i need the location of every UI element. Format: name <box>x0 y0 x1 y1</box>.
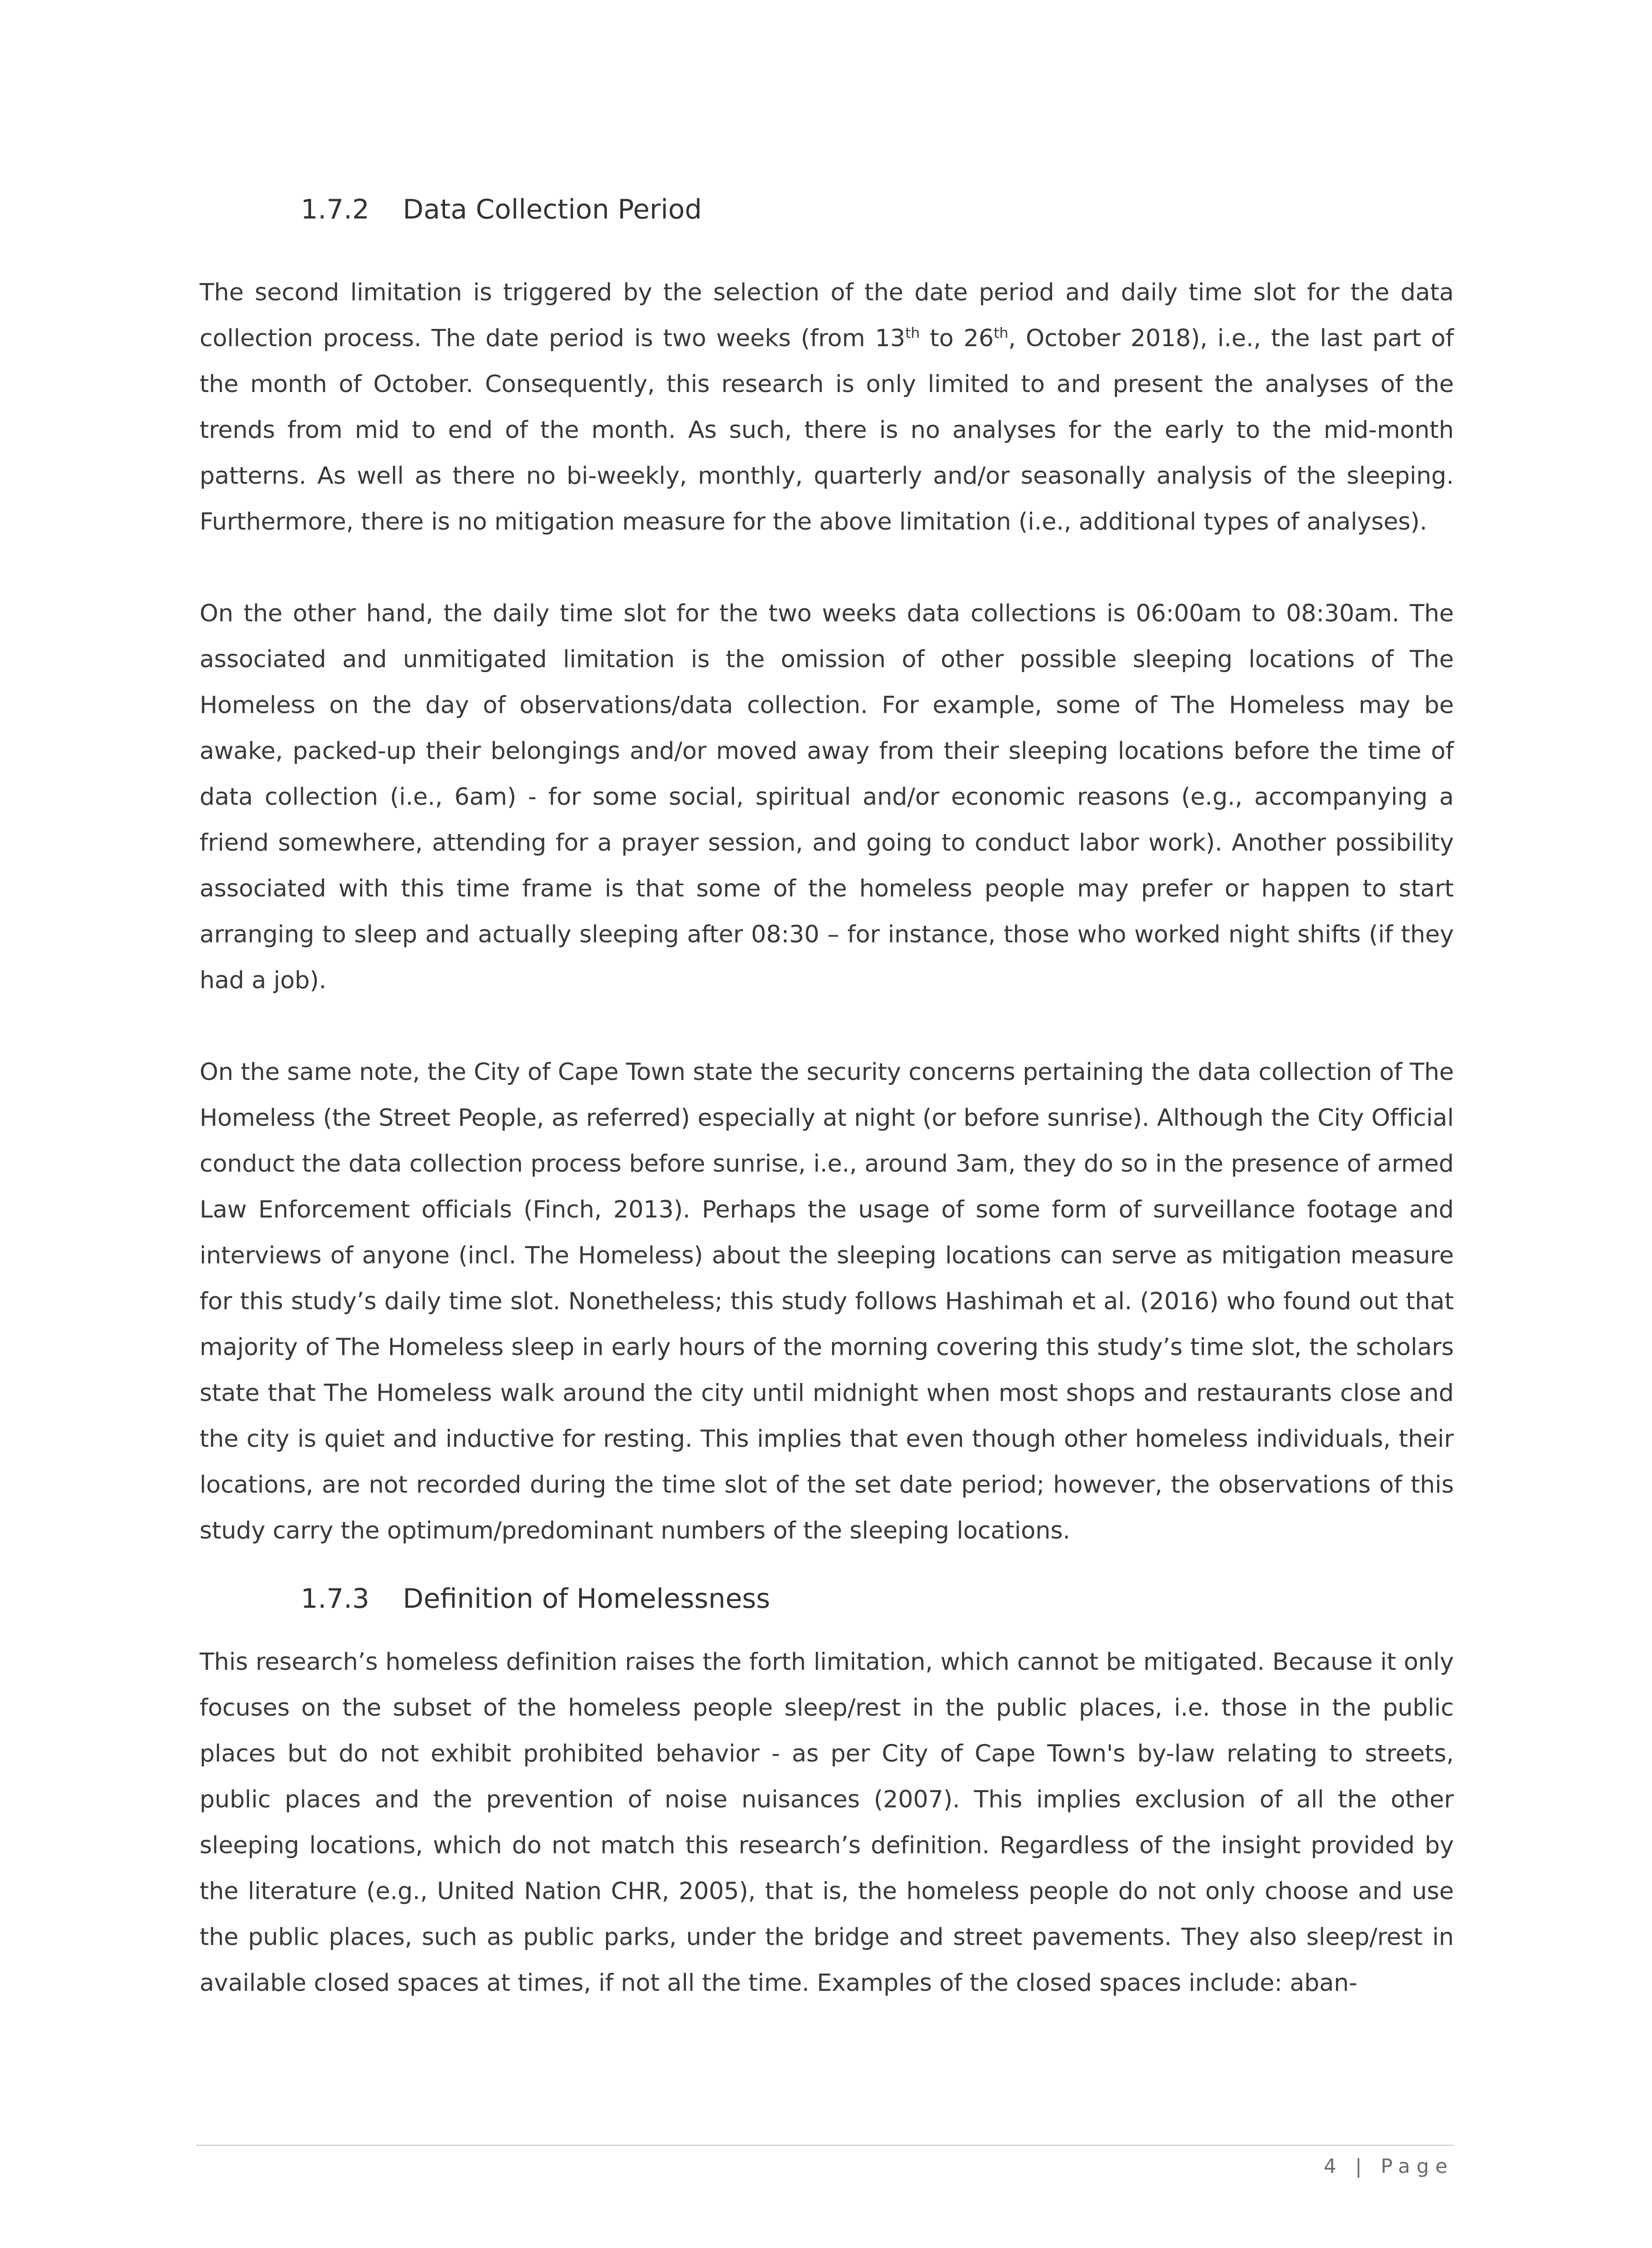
page-label: Page <box>1380 2155 1454 2178</box>
paragraph-text: to 26 <box>920 325 994 352</box>
paragraph-text: , October 2018), i.e., the last part of the month of October. Consequently, this research is only limited to and present the analyses of the trends from mid to end of the month. As such, there is no analyses for the early to the mid-month patterns. As well as there no bi-weekly, monthly, quarterly and/or seasonally analysis of the sleeping. Furthermore, there is no mitigation measure for the above limitation (i.e., additional types of analyses). <box>200 325 1454 535</box>
page-content <box>200 189 1454 2006</box>
paragraph-security-concerns: On the same note, the City of Cape Town state the security concerns pertaining the data collection of The Homeless (the Street People, as referred) especially at night (or before sunrise). Although the City Official conduct the data collection process before sunrise, i.e., around 3am, they do so in the presence of armed Law Enforcement officials (Finch, 2013). Perhaps the usage of some form of surveillance footage and interviews of anyone (incl. The Homeless) about the sleeping locations can serve as mitigation measure for this study’s daily time slot. Nonetheless; this study follows Hashimah et al. (2016) who found out that majority of The Homeless sleep in early hours of the morning covering this study’s time slot, the scholars state that The Homeless walk around the city until midnight when most shops and restaurants close and the city is quiet and inductive for resting. This implies that even though other homeless individuals, their locations, are not recorded during the time slot of the set date period; however, the observations of this study carry the optimum/predominant numbers of the sleeping locations. <box>200 1058 1454 1544</box>
page-number: 4 <box>1323 2155 1343 2178</box>
page-footer <box>1324 2155 1454 2178</box>
section-heading-1-7-3 <box>200 1583 1454 1615</box>
section-title: Definition of Homelessness <box>403 1583 770 1615</box>
superscript: th <box>905 324 920 342</box>
section-heading-1-7-2 <box>200 196 1454 223</box>
section-number: 1.7.2 <box>301 194 370 225</box>
footer-separator: | <box>1355 2155 1368 2178</box>
paragraph-daily-time-slot: On the other hand, the daily time slot for the two weeks data collections is 06:00am to 08:30am. The associated and unmitigated limitation is the omission of other possible sleeping locations of The Homeless on the day of observations/data collection. For example, some of The Homeless may be awake, packed-up their belongings and/or moved away from their sleeping locations before the time of data collection (i.e., 6am) - for some social, spiritual and/or economic reasons (e.g., accompanying a friend somewhere, attending for a prayer session, and going to conduct labor work). Another possibility associated with this time frame is that some of the homeless people may prefer or happen to start arranging to sleep and actually sleeping after 08:30 – for instance, those who worked night shifts (if they had a job). <box>200 600 1454 994</box>
section-title: Data Collection Period <box>403 194 702 225</box>
superscript: th <box>993 324 1008 342</box>
paragraph-definition-of-homelessness: This research’s homeless definition raises the forth limitation, which cannot be mitigated. Because it only focuses on the subset of the homeless people sleep/rest in the public places, i.e. those in the public places but do not exhibit prohibited behavior - as per City of Cape Town's by-law relating to streets, public places and the prevention of noise nuisances (2007). This implies exclusion of all the other sleeping locations, which do not match this research’s definition. Regardless of the insight provided by the literature (e.g., United Nation CHR, 2005), that is, the homeless people do not only choose and use the public places, such as public parks, under the bridge and street pavements. They also sleep/rest in available closed spaces at times, if not all the time. Examples of the closed spaces include: aban- <box>200 1648 1454 1997</box>
paragraph-text: The second limitation is triggered by the selection of the date period and daily time slot for the data collection process. The date period is two weeks (from 13 <box>200 279 1454 352</box>
paragraph-data-collection-period <box>200 270 1454 545</box>
section-number: 1.7.3 <box>301 1583 370 1615</box>
footer-divider <box>196 2145 1454 2146</box>
